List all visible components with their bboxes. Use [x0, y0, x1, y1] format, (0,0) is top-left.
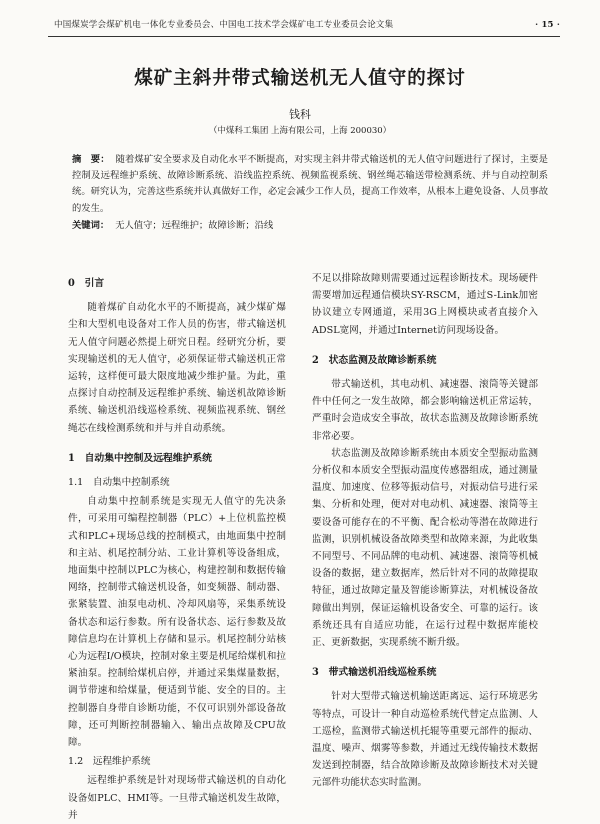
subsection-heading-1-1: 1.1 自动集中控制系统 — [68, 477, 170, 489]
section-heading-3: 3 带式输送机沿线巡检系统 — [312, 667, 437, 679]
abstract-block — [72, 152, 548, 234]
continued-paragraph: 不足以排除故障则需要通过远程诊断技术。现场硬件需要增加远程通信模块SY-RSCM，通过S-Link加密协议建立专网通道，采用3G上网模块或者直接介入ADSL宽网，并通过Internet访问现场设备。 — [312, 273, 538, 336]
section-2-paragraph-1: 带式输送机，其电动机、减速器、滚筒等关键部件中任何之一发生故障，都会影响输送机正常运转，严重时会造成安全事故，故状态监测及故障诊断系统非常必要。 — [312, 379, 538, 442]
section-gap — [312, 339, 538, 347]
abstract-text: 随着煤矿安全要求及自动化水平不断提高，对实现主斜井带式输送机的无人值守问题进行了探讨，主要是控制及远程维护系统、故障诊断系统、沿线监控系统、视频监视系统、钢丝绳芯输送带检测系统、并与自动控制系统。研究认为，完善这些系统并认真做好工作，必定会减少工作人员，提高工作效率，从根本上避免设备、人员事故的发生。 — [72, 154, 548, 214]
section-3-paragraph: 针对大型带式输送机输送距离远、运行环境恶劣等特点，可设计一种自动巡检系统代替定点监测、人工巡检，监测带式输送机托辊等重要元部件的振动、温度、噪声、烟雾等参数，并通过无线传输技术数据发送到控制器，结合故障诊断及故障诊断技术对关键元部件功能状态实时监测。 — [312, 691, 538, 789]
keywords-text: 无人值守；远程维护；故障诊断；沿线 — [115, 219, 274, 231]
left-column — [68, 270, 286, 824]
section-heading-1: 1 自动集中控制及远程维护系统 — [68, 452, 212, 464]
page-number: · 15 · — [535, 20, 560, 30]
running-header — [48, 14, 560, 37]
abstract-paragraph — [72, 152, 548, 217]
section-1-1-paragraph: 自动集中控制系统是实现无人值守的先决条件，可采用可编程控制器（PLC）+上位机监控模式和PLC+现场总线的控制模式，由地面集中控制和主站、机尾控制分站、工业计算机等设备组成，地面集中控制以PLC为核心，构建控制和数据传输网络，控制带式输送机设备，如变频器、制动器、张紧装置、油泵电动机、冷却风扇等，采集系统设备状态和运行参数。所有设备状态、运行参数及故障信息均在计算机上存储和显示。机尾控制分站核心为远程I/O模块，控制对象主要是机尾给煤机和拉紧油泵。控制给煤机启停，并通过采集煤量数据，调节带速和给煤量，便适到节能、安全的目的。主控制器自身带自诊断功能，不仅可识别外部设备故障，还可判断控制器输入、输出点故障及CPU故障。 — [68, 496, 286, 749]
subsection-heading-1-2: 1.2 远程维护系统 — [68, 756, 151, 768]
section-1-2-paragraph: 远程维护系统是针对现场带式输送机的自动化设备如PLC、HMI等。一旦带式输送机发生故障，并 — [68, 775, 286, 821]
section-heading-2: 2 状态监测及故障诊断系统 — [312, 354, 437, 366]
author-affiliation: （中煤科工集团 上海有限公司，上海 200030） — [208, 126, 392, 136]
section-gap — [312, 651, 538, 659]
section-heading-introduction: 0 引言 — [68, 278, 105, 289]
right-column — [312, 270, 538, 792]
paper-title: 煤矿主斜井带式输送机无人值守的探讨 — [134, 68, 466, 89]
abstract-label: 摘 要： — [72, 154, 110, 165]
author-name: 钱科 — [289, 108, 311, 121]
section-gap — [68, 437, 286, 445]
keywords-label: 关键词： — [72, 219, 110, 231]
introduction-paragraph: 随着煤矿自动化水平的不断提高，减少煤矿爆尘和大型机电设备对工作人员的伤害，带式输送机无人值守问题必然提上研究日程。经研究分析，要实现输送机的无人值守，必须保证带式输送机正常运转，这样便可最大限度地减少维护量。为此，重点探讨自动控制及远程维护系统、输送机故障诊断系统、输送机沿线巡检系统、视频监视系统、钢丝绳芯在线检测系统和并与并自动系统。 — [68, 302, 286, 434]
section-2-paragraph-2: 状态监测及故障诊断系统由本质安全型振动监测分析仪和本质安全型振动温度传感器组成，通过测量温度、加速度、位移等振动信号，对振动信号进行采集、分析和处理，便对对电动机、减速器、滚筒等主要设备可能存在的不平衡、配合松动等潜在故障进行监测，识别机械设备故障类型和故障来源，为此收集不同型号、不同品牌的电动机、减速器、滚筒等机械设备的数据，建立数据库，然后针对不同的故障提取特征，通过故障定量及智能诊断算法，对机械设备故障做出判别，保证运输机设备安全、可靠的运行。该系统还具有自适应功能，在运行过程中数据库能校正、更新数据，实现系统不断升级。 — [312, 447, 538, 649]
keywords-line — [72, 218, 548, 234]
running-title: 中国煤炭学会煤矿机电一体化专业委员会、中国电工技术学会煤矿电工专业委员会论文集 — [54, 20, 394, 30]
